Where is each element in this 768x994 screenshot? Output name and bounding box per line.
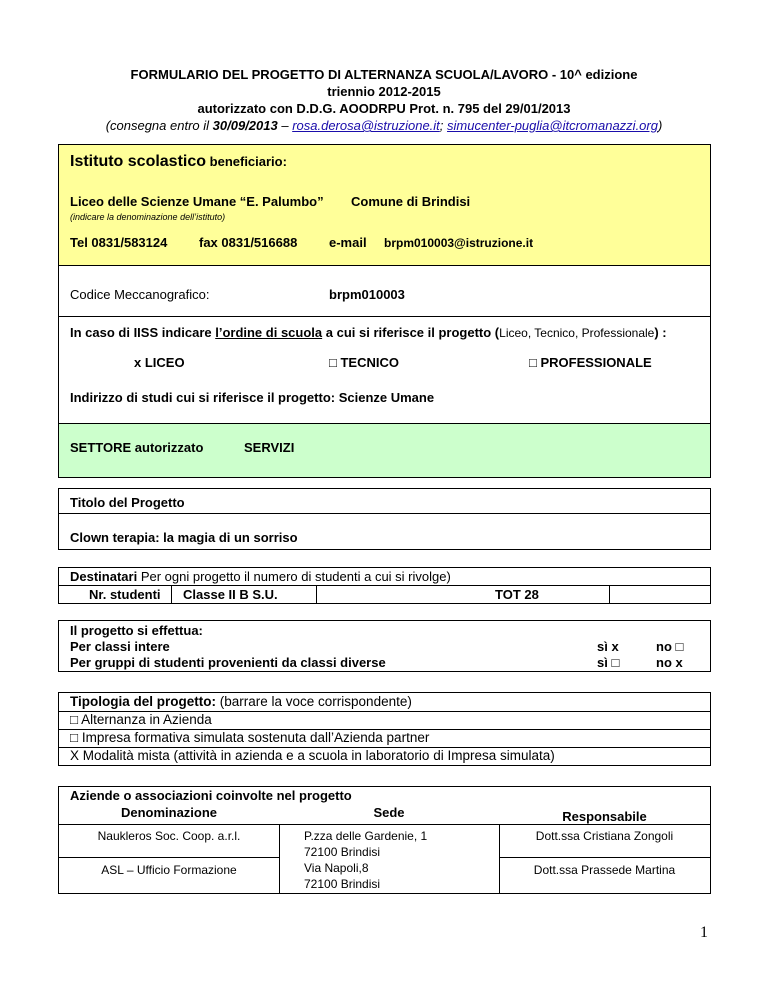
option-tecnico[interactable]: □ TECNICO [329,355,399,370]
ordine-question [70,325,667,340]
istituto-heading [70,153,287,171]
settore-label: SETTORE autorizzato [70,440,204,455]
triennio: triennio 2012-2015 [327,84,441,99]
tipologia-opt2[interactable]: □ Impresa formativa simulata sostenuta dall’Azienda partner [70,730,430,745]
row1-si[interactable]: sì x [597,639,619,654]
azienda-2-nome: ASL – Ufficio Formazione [101,863,237,877]
titolo-label: Titolo del Progetto [70,495,185,510]
destinatari-section [58,567,711,604]
destinatari-label: Destinatari [70,569,138,584]
istituto-nota: (indicare la denominazione dell’istituto) [70,212,226,222]
ordine-underlined: l’ordine di scuola [215,325,323,340]
tipologia-note: (barrare la voce corrispondente) [216,694,412,709]
delivery-prefix: (consegna entro il [105,118,213,133]
dash: – [277,118,293,133]
istituto-email: brpm010003@istruzione.it [384,236,534,250]
divider [59,857,279,858]
separator: ; [439,118,448,133]
istituto-tel: Tel 0831/583124 [70,235,168,250]
form-title: FORMULARIO DEL PROGETTO DI ALTERNANZA SCUOLA/LAVORO - 10^ edizione [130,67,638,82]
close-paren: ) [657,118,663,133]
indirizzo-studi: Indirizzo di studi cui si riferisce il progetto: Scienze Umane [70,390,435,405]
destinatari-desc: Per ogni progetto il numero di studenti a cui si rivolge) [137,569,451,584]
divider [499,857,710,858]
istituto-section [58,144,711,478]
istituto-email-label: e-mail [329,235,367,250]
effettua-row1: Per classi intere [70,639,170,654]
page-number: 1 [700,924,708,941]
tipologia-section [58,692,711,766]
divider [59,585,710,586]
titolo-section [58,488,711,550]
authorization: autorizzato con D.D.G. AOODRPU Prot. n. 795 del 29/01/2013 [197,101,571,116]
ordine-mid: a cui si riferisce il progetto ( [322,325,500,340]
tipologia-opt3[interactable]: X Modalità mista (attività in azienda e a scuola in laboratorio di Impresa simulata) [70,748,555,763]
row2-no[interactable]: no x [656,655,683,670]
istituto-fax: fax 0831/516688 [199,235,298,250]
titolo-value: Clown terapia: la magia di un sorriso [70,530,298,545]
delivery-line [0,117,768,134]
effettua-section [58,620,711,672]
ordine-suffix: ) : [654,325,667,340]
settore-value: SERVIZI [244,440,295,455]
aziende-label: Aziende o associazioni coinvolte nel progetto [70,788,352,803]
tot-value: TOT 28 [495,587,539,602]
effettua-row2: Per gruppi di studenti provenienti da classi diverse [70,655,386,670]
azienda-2-sede-line2: 72100 Brindisi [304,877,381,891]
istituto-heading-sub: beneficiario: [206,154,287,169]
nr-studenti-label: Nr. studenti [89,587,161,602]
col-denominazione: Denominazione [120,805,218,820]
effettua-label: Il progetto si effettua: [70,623,203,638]
azienda-2-responsabile: Dott.ssa Prassede Martina [533,863,676,877]
destinatari-line [70,569,451,584]
azienda-1-sede-line1: P.zza delle Gardenie, 1 [304,829,428,843]
email-link-2[interactable]: simucenter-puglia@itcromanazzi.org [447,118,658,133]
divider [59,513,710,514]
option-professionale[interactable]: □ PROFESSIONALE [529,355,652,370]
istituto-nome: Liceo delle Scienze Umane “E. Palumbo” [70,194,324,209]
istituto-comune: Comune di Brindisi [351,194,471,209]
delivery-date: 30/09/2013 [212,118,278,133]
classe-value: Classe II B S.U. [183,587,278,602]
divider [609,585,610,603]
email-link-1[interactable]: rosa.derosa@istruzione.it [292,118,440,133]
tipologia-opt1[interactable]: □ Alternanza in Azienda [70,712,212,727]
row2-si[interactable]: sì □ [597,655,620,670]
tipologia-line [70,694,412,709]
azienda-1-responsabile: Dott.ssa Cristiana Zongoli [535,829,674,843]
tipologia-label: Tipologia del progetto: [70,694,216,709]
azienda-2-sede-line1: Via Napoli,8 [304,861,369,875]
istituto-heading-main: Istituto scolastico [70,153,207,170]
option-liceo[interactable]: x LICEO [134,355,185,370]
divider [316,585,317,603]
divider [59,824,710,825]
codice-label: Codice Meccanografico: [70,287,210,302]
codice-value: brpm010003 [329,287,405,302]
col-responsabile: Responsabile [562,809,647,824]
azienda-1-nome: Naukleros Soc. Coop. a.r.l. [97,829,241,843]
divider [279,824,280,893]
divider [171,585,172,603]
aziende-section [58,786,711,894]
col-sede: Sede [373,805,405,820]
ordine-prefix: In caso di IISS indicare [70,325,216,340]
ordine-note: Liceo, Tecnico, Professionale [499,326,655,340]
azienda-1-sede-line2: 72100 Brindisi [304,845,381,859]
row1-no[interactable]: no □ [656,639,684,654]
divider [59,265,710,266]
divider [59,316,710,317]
